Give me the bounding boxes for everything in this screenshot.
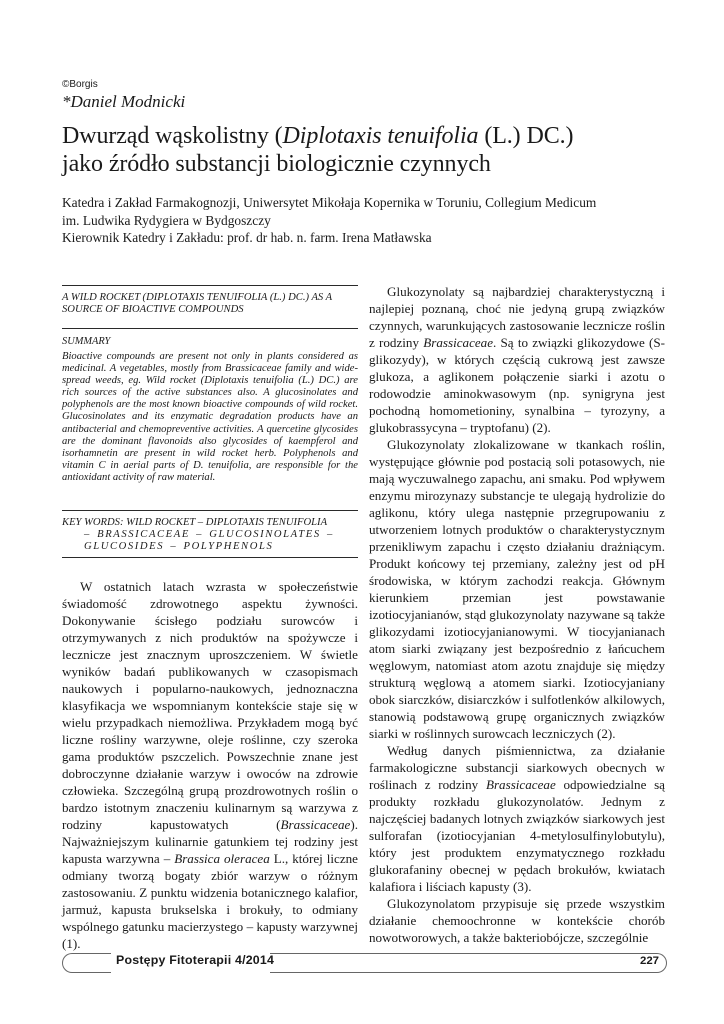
- affiliation: [62, 194, 692, 247]
- page-number: 227: [640, 955, 660, 967]
- affiliation-line: Katedra i Zakład Farmakognozji, Uniwersytet Mikołaja Kopernika w Toruniu, Collegium Medicum: [62, 195, 597, 210]
- article-title: [62, 122, 682, 178]
- paragraph: Glukozynolaty zlokalizowane w tkankach roślin, występujące głównie pod postacią soli potasowych, nie mają wyczuwalnego zapachu, ani smaku. Pod wpływem enzymu mirozynazy substancje te ulegają hydrolizie do aglikonu, który ulega następnie przegrupowaniu z utworzeniem lotnych produktów o charakterystycznym przenikliwym zapachu i często działaniu drażniącym. Produkt końcowy tej przemiany, zależny jest od pH środowiska, w którym zachodzi reakcja. Głównym kierunkiem przemian jest powstawanie izotiocyjanianów, stąd glukozynolaty nazywane są także glikozydami izotiocyjanianowymi. W tiocyjanianach atom siarki związany jest bezpośrednio z łańcuchem węglowym, natomiast atom azotu znajduje się między strukturą węglową a atomem siarki. Izotiocyjaniany obok siarczków, disiarczków i sulfotlenków alkilowych, stanowią podstawową grupę organicznych związków siarki w roślinnych surowcach leczniczych (2).: [369, 437, 665, 741]
- keywords-line: GLUCOSIDES – POLYPHENOLS: [84, 541, 274, 553]
- title-line-2: jako źródło substancji biologicznie czynnych: [62, 151, 491, 177]
- divider: [62, 557, 358, 558]
- summary-heading: SUMMARY: [62, 336, 111, 347]
- body-right-column: [369, 283, 665, 946]
- footer-bracket-right: [270, 953, 667, 973]
- keywords-line: KEY WORDS: WILD ROCKET – DIPLOTAXIS TENUIFOLIA: [62, 517, 328, 528]
- journal-name: Postępy Fitoterapii 4/2014: [116, 953, 275, 967]
- paragraph: Glukozynolaty są najbardziej charakterystyczną i najlepiej poznaną, choć nie jedyną grupą związków czynnych, warunkujących zastosowanie lecznicze roślin z rodziny Brassicaceae. Są to związki glikozydowe (S-glikozydy), w których częścią cukrową jest zawsze glukoza, a aglikonem połączenie siarki i azotu o rodowodzie aminokwasowym (np. synigryna jest pochodną homometioniny, synalbina – tyrozyny, a glukobrassycyna – tryptofanu) (2).: [369, 284, 665, 435]
- title-species: Diplotaxis tenuifolia: [282, 123, 479, 149]
- paragraph: Według danych piśmiennictwa, za działanie farmakologiczne substancji siarkowych obecnych w roślinach z rodziny Brassicaceae odpowiedzialne są produkty rozkładu glukozynolatów. Jednym z najczęściej badanych lotnych związków siarkowych jest sulforafan (izotiocyjanian 4-metylosulfinylobutylu), który jest produktem enzymatycznego rozkładu glukorafaniny obecnej w pędach brokułów, kwiatach kalafiora i liściach kapusty (3).: [369, 743, 665, 894]
- footer-bracket-left: [62, 953, 111, 973]
- english-title: A WILD ROCKET (DIPLOTAXIS TENUIFOLIA (L.) DC.) AS A SOURCE OF BIOACTIVE COMPOUNDS: [62, 292, 332, 316]
- paragraph: Glukozynolatom przypisuje się przede wszystkim działanie chemoochronne w kontekście chorób nowotworowych, a także bakteriobójcze, szczególnie: [369, 896, 665, 945]
- title-text: (L.) DC.): [478, 123, 574, 149]
- divider: [62, 510, 358, 511]
- body-left-column: [62, 578, 358, 952]
- copyright-notice: ©Borgis: [62, 79, 98, 90]
- keywords: [62, 517, 358, 554]
- paragraph: W ostatnich latach wzrasta w społeczeństwie świadomość zdrowotnego aspektu żywności. Dokonywanie ścisłego podziału surowców i otrzymywanych z nich produktów na spożywcze i lecznicze jest znacznym uproszczeniem. W świetle wyników badań publikowanych w czasopismach naukowych i popularno-naukowych, jednoznaczna klasyfikacja we wspomnianym kontekście staje się w wielu przypadkach niemożliwa. Przykładem mogą być liczne rośliny warzywne, oleje roślinne, czy szeroka gama produktów pszczelich. Powszechnie znane jest dobroczynne działanie warzyw i owoców na zdrowie człowieka. Szczególną grupą prozdrowotnych roślin o bardzo istotnym znaczeniu kulinarnym są warzywa z rodziny kapustowatych (Brassicaceae). Najważniejszym kulinarnie gatunkiem tej rodziny jest kapusta warzywna – Brassica oleracea L., której liczne odmiany tworzą bogaty zbiór warzyw o różnym zastosowaniu. Z punktu widzenia botanicznego kalafior, jarmuż, kapusta brukselska i brokuły, to odmiany wspólnego gatunku macierzystego – kapusty warzywnej (1).: [62, 579, 358, 951]
- affiliation-line: Kierownik Katedry i Zakładu: prof. dr hab. n. farm. Irena Matławska: [62, 230, 432, 245]
- title-text: Dwurząd wąskolistny (: [62, 123, 283, 149]
- title-line-1: [62, 122, 682, 150]
- author-name: *Daniel Modnicki: [62, 92, 186, 111]
- divider: [62, 328, 358, 329]
- divider: [62, 285, 358, 286]
- keywords-line: – BRASSICACEAE – GLUCOSINOLATES –: [84, 529, 334, 541]
- summary-text: Bioactive compounds are present not only in plants considered as medicinal. A vegetables, mostly from Brassicaceae family and wide-spread weeds, eg. Wild rocket (Diplotaxis tenuifolia (L.) DC.) are rich sources of the active substances also. A glucosinolates and polyphenols are the most known bioactive compounds of wild rocket. Glucosinolates and its enzymatic degradation products have an antibacterial and chemopreventive activities. A quercetine glycosides are the dominant flavonoids also glycosides of kaempferol and isorhamnetin are present in wild rocket herb. Polyphenols and vitamin C in aerial parts of D. tenuifolia, are responsible for the antioxidant activity of raw material.: [62, 351, 358, 483]
- affiliation-line: im. Ludwika Rydygiera w Bydgoszczy: [62, 212, 271, 228]
